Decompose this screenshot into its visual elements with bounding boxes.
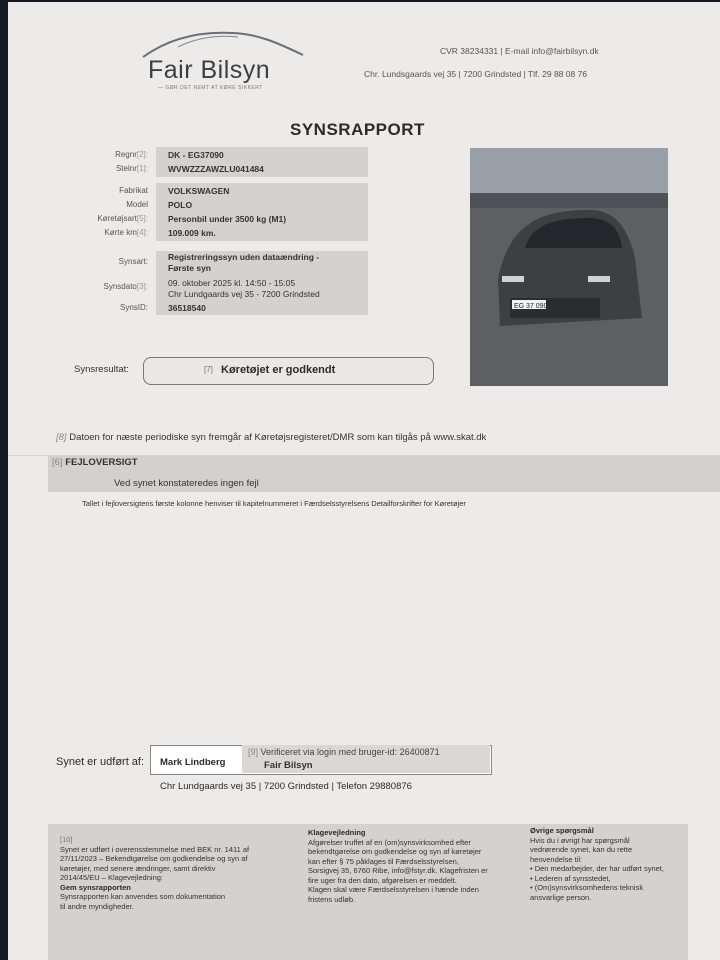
fabrikat-value: VOLKSWAGEN <box>168 186 230 196</box>
oevrige-line: Hvis du i øvrigt har spørgsmål <box>530 835 630 845</box>
oevrige-bullet: • Lederen af synsstedet, <box>530 873 611 883</box>
klagevejledning-line: Sorsigvej 35, 6760 Ribe, info@fstyr.dk. Klagefristen er <box>308 866 488 875</box>
stelnr-value: WVWZZZAWZLU041484 <box>168 164 264 174</box>
footer-questions-column <box>530 826 678 902</box>
synsart-value-line2: Første syn <box>168 263 211 273</box>
next-inspection-note: [8] Datoen for næste periodiske syn fremgår af Køretøjsregisteret/DMR som kan tilgås på www.skat.dk <box>56 432 487 443</box>
stelnr-label: Stelnr[1]: <box>115 164 148 173</box>
klagevejledning-line: bekendtgørelse om godkendelse og syn af køretøjer <box>308 847 482 856</box>
result-index: [7] <box>204 365 213 374</box>
klagevejledning-line: Afgørelser truffet af en (om)synsvirksomhed efter <box>308 837 471 847</box>
fejloversigt-title: [6] FEJLOVERSIGT <box>52 457 138 468</box>
inspection-report-sheet <box>8 2 720 960</box>
regnr-value: DK - EG37090 <box>168 150 224 160</box>
klagevejledning-line: fristens udløb. <box>308 894 356 904</box>
synsdato-value-line1: 09. oktober 2025 kl. 14:50 - 15:05 <box>168 278 296 288</box>
page-title: SYNSRAPPORT <box>290 120 425 139</box>
koeretoejsart-value: Personbil under 3500 kg (M1) <box>168 214 287 224</box>
footer-legal-line: 2014/45/EU – Klagevejledning: <box>60 873 163 882</box>
footer-legal-column <box>60 835 298 911</box>
synsdato-label: Synsdato[3]: <box>103 282 148 291</box>
signature-label: Synet er udført af: <box>56 756 145 768</box>
footer-legal-line: 27/11/2023 – Bekendtgørelse om godkendelse og syn af <box>60 854 248 863</box>
result-label: Synsresultat: <box>74 364 129 375</box>
fejloversigt-note: Ved synet konstateredes ingen fejl <box>114 478 259 489</box>
klagevejledning-line: kan efter § 75 påklages til Færdselsstyrelsen, <box>308 856 459 866</box>
oevrige-line: vedrørende synet, kan du rette <box>530 845 633 854</box>
model-value: POLO <box>168 200 193 210</box>
synsart-value-line1: Registreringssyn uden dataændring - <box>168 252 320 262</box>
gem-synsrapport-line: Synsrapporten kan anvendes som dokumentation <box>60 892 226 901</box>
fabrikat-label: Fabrikat <box>119 186 148 195</box>
result-value: Køretøjet er godkendt <box>221 364 336 376</box>
signature-address: Chr Lundgaards vej 35 | 7200 Grindsted | Telefon 29880876 <box>160 781 412 792</box>
koerte-km-label: Kørte km[4]: <box>104 228 148 237</box>
company-logo-text: Fair Bilsyn <box>148 56 271 84</box>
fejloversigt-help-text: Tallet i fejloversigtens første kolonne henviser til kapitelnummeret i Færdselsstyrelsens Detailforskrifter for Køretøjer <box>82 499 466 508</box>
inspector-name: Mark Lindberg <box>160 757 226 768</box>
oevrige-line: henvendelse til: <box>530 854 583 864</box>
footer-legal-line: køretøjer, med senere ændringer, samt direktiv <box>60 863 216 873</box>
header-cvr-email: CVR 38234331 | E-mail info@fairbilsyn.dk <box>440 46 599 56</box>
klagevejledning-title: Klagevejledning <box>308 828 366 837</box>
signature-company: Fair Bilsyn <box>264 760 313 771</box>
koeretoejsart-label: Køretøjsart[5]: <box>97 214 148 223</box>
footer-legal-index: [10] <box>60 835 73 844</box>
regnr-label: Regnr[2]: <box>115 150 148 159</box>
synsid-label: SynsID: <box>119 303 148 312</box>
footer-legal-line: Synet er udført i overensstemmelse med BEK nr. 1411 af <box>60 844 250 854</box>
footer-complaint-column <box>308 828 523 904</box>
oevrige-bullet: • Den medarbejder, der har udført synet, <box>530 864 664 873</box>
klagevejledning-line: fire uger fra den dato, afgørelsen er meddelt. <box>308 875 457 885</box>
klagevejledning-line: Klagen skal være Færdselsstyrelsen i hænde inden <box>308 885 479 894</box>
header-address: Chr. Lundsgaards vej 35 | 7200 Grindsted | Tlf. 29 88 08 76 <box>364 69 588 79</box>
oevrige-spoergsmaal-title: Øvrige spørgsmål <box>530 826 594 835</box>
oevrige-bullet: • (Om)synsvirksomhedens teknisk ansvarlige person. <box>530 883 644 902</box>
signature-verification: [9] Verificeret via login med bruger-id: 26400871 <box>248 747 440 757</box>
koerte-km-value: 109.009 km. <box>168 228 216 238</box>
synsid-value: 36518540 <box>168 303 206 313</box>
company-tagline: — GØR DET NEMT AT KØRE SIKKERT <box>158 85 263 91</box>
gem-synsrapport-title: Gem synsrapporten <box>60 882 131 892</box>
paper-fold-line <box>8 455 720 456</box>
synsart-label: Synsart: <box>118 257 148 266</box>
model-label: Model <box>126 200 148 209</box>
car-photo-illustration <box>470 148 668 386</box>
gem-synsrapport-line: til andre myndigheder. <box>60 901 134 911</box>
vehicle-photo <box>470 148 668 386</box>
license-plate-text: EG 37 090 <box>514 303 548 310</box>
synsdato-value-line2: Chr Lundgaards vej 35 - 7200 Grindsted <box>168 289 320 299</box>
